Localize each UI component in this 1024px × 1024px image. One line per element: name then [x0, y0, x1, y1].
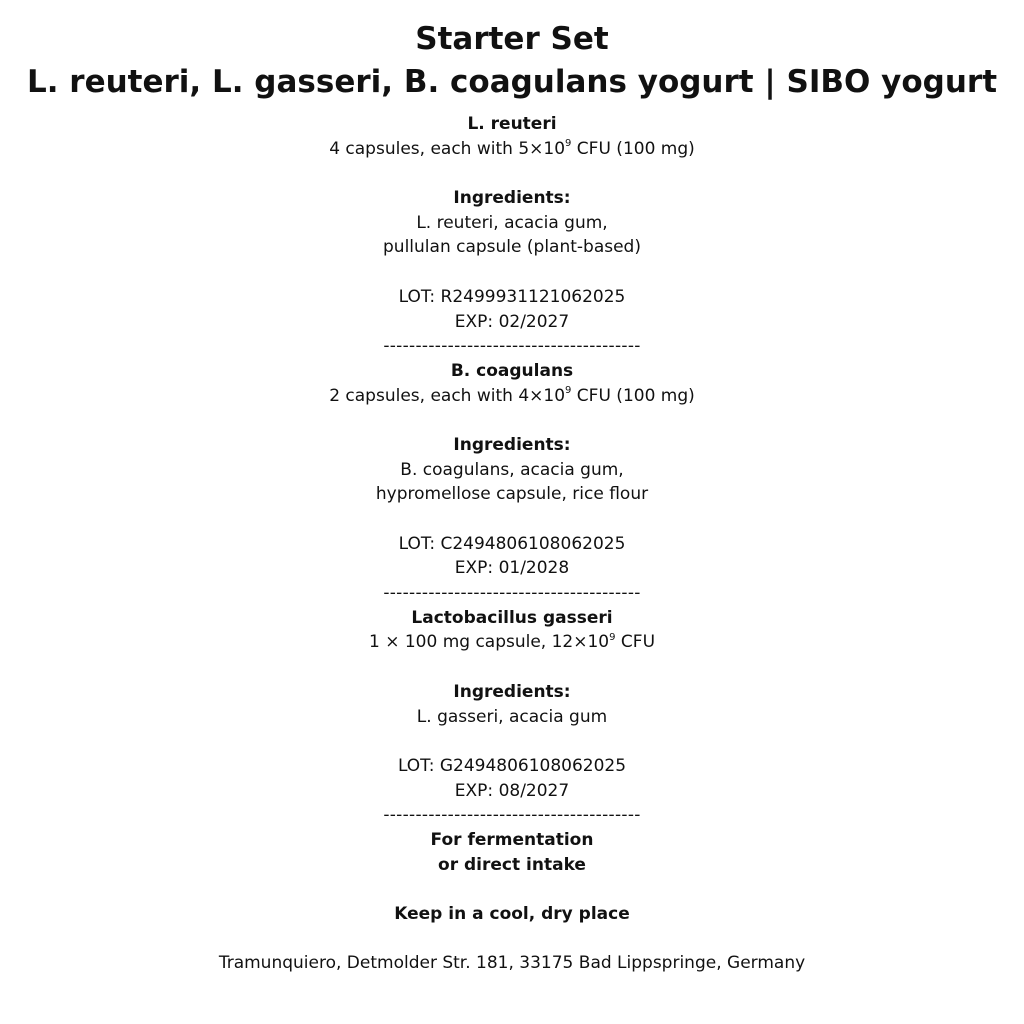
gasseri-exp: EXP: 08/2027: [454, 780, 570, 801]
coagulans-dose-base: 2 capsules, each with 4×10: [329, 385, 566, 406]
gasseri-dose-exponent: 9: [609, 631, 616, 643]
spacer: [0, 161, 1024, 186]
reuteri-dose-base: 4 capsules, each with 5×10: [329, 138, 566, 159]
spacer: [0, 877, 1024, 902]
reuteri-exp: EXP: 02/2027: [454, 311, 570, 332]
coagulans-name: B. coagulans: [450, 360, 574, 381]
spacer: [0, 507, 1024, 532]
coagulans-ingredients-line-1: B. coagulans, acacia gum,: [400, 459, 624, 480]
gasseri-ingredients-label: Ingredients:: [453, 681, 571, 702]
coagulans-dose: [0, 384, 1024, 409]
reuteri-dose-exponent: 9: [565, 138, 572, 150]
reuteri-ingredients-label: Ingredients:: [453, 188, 571, 209]
manufacturer-address: Tramunquiero, Detmolder Str. 181, 33175 Bad Lippspringe, Germany: [218, 953, 806, 974]
storage-note: Keep in a cool, dry place: [394, 904, 630, 924]
usage-line-2: or direct intake: [438, 854, 586, 875]
reuteri-lot: LOT: R2499931121062025: [398, 286, 626, 307]
coagulans-dose-unit: CFU (100 mg): [571, 385, 695, 406]
spacer: [0, 260, 1024, 285]
reuteri-name: L. reuteri: [467, 114, 557, 134]
page-subtitle: L. reuteri, L. gasseri, B. coagulans yogurt | SIBO yogurt: [26, 64, 998, 100]
gasseri-dose-unit: CFU: [615, 632, 656, 653]
gasseri-dose-base: 1 × 100 mg capsule, 12×10: [368, 632, 610, 653]
gasseri-ingredients-line-1: L. gasseri, acacia gum: [416, 706, 608, 727]
coagulans-lot: LOT: C2494806108062025: [398, 533, 626, 554]
usage-line-1: For fermentation: [430, 829, 594, 850]
reuteri-dose: [0, 137, 1024, 162]
spacer: [0, 655, 1024, 680]
spacer: [0, 927, 1024, 952]
gasseri-dose: [0, 630, 1024, 655]
coagulans-exp: EXP: 01/2028: [454, 558, 570, 579]
label-content: [0, 112, 1024, 976]
reuteri-dose-unit: CFU (100 mg): [571, 138, 695, 159]
spacer: [0, 729, 1024, 754]
gasseri-lot: LOT: G2494806108062025: [397, 755, 627, 776]
separator-1: ----------------------------------------: [383, 336, 641, 357]
separator-3: ----------------------------------------: [383, 805, 641, 826]
separator-2: ----------------------------------------: [383, 583, 641, 604]
spacer: [0, 408, 1024, 433]
gasseri-name: Lactobacillus gasseri: [411, 607, 613, 628]
page-title: Starter Set: [415, 21, 609, 57]
coagulans-ingredients-label: Ingredients:: [453, 434, 571, 455]
reuteri-ingredients-line-2: pullulan capsule (plant-based): [383, 237, 641, 258]
reuteri-ingredients-line-1: L. reuteri, acacia gum,: [416, 212, 608, 233]
coagulans-ingredients-line-2: hypromellose capsule, rice flour: [375, 484, 649, 505]
coagulans-dose-exponent: 9: [565, 384, 572, 396]
